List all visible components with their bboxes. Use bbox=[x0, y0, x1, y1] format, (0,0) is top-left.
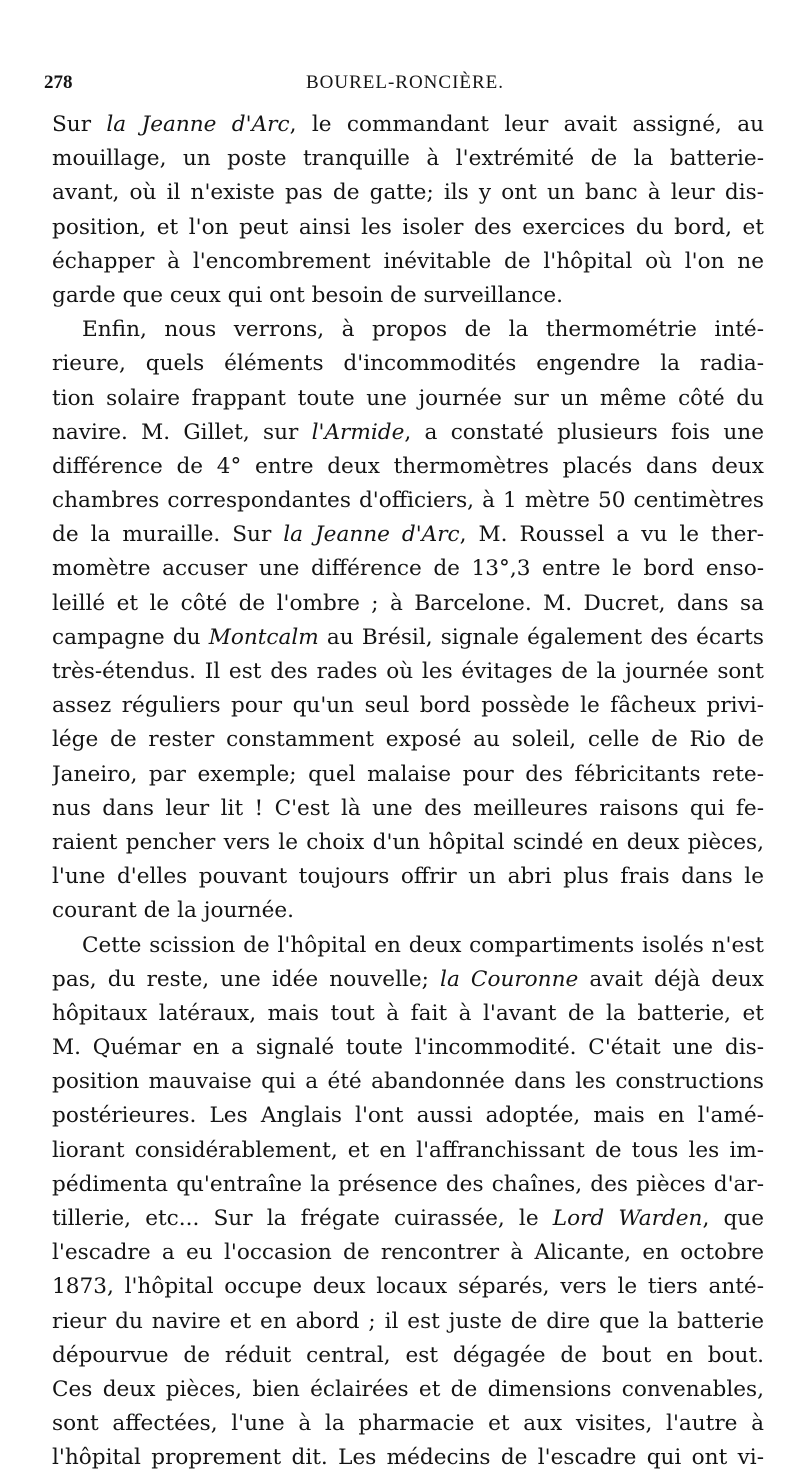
text-segment: navire. M. Gillet, sur bbox=[52, 419, 312, 445]
text-segment: avant, où il n'existe pas de gatte; ils y ont un banc à leur dis- bbox=[52, 180, 764, 206]
text-segment: Cette scission de l'hôpital en deux compartiments isolés n'est bbox=[82, 932, 764, 958]
text-segment: sont affectées, l'une à la pharmacie et aux visites, l'autre à bbox=[52, 1411, 764, 1437]
text-segment: tion solaire frappant toute une journée sur un même côté du bbox=[52, 385, 764, 411]
text-line bbox=[52, 894, 764, 928]
text-segment: courant de la journée. bbox=[52, 898, 295, 924]
text-line bbox=[52, 1339, 764, 1373]
text-segment: nus dans leur lit ! C'est là une des meilleures raisons qui fe- bbox=[52, 795, 764, 821]
text-segment: M. Quémar en a signalé toute l'incommodité. C'était une dis- bbox=[52, 1035, 764, 1061]
text-segment: momètre accuser une différence de 13°,3 entre le bord enso- bbox=[52, 556, 764, 582]
text-segment: Sur bbox=[52, 112, 107, 137]
text-segment: très-étendus. Il est des rades où les évitages de la journée sont bbox=[52, 659, 764, 684]
text-segment: rieur du navire et en abord ; il est juste de dire que la batterie bbox=[52, 1308, 764, 1334]
text-segment: de la muraille. Sur bbox=[52, 522, 284, 548]
text-segment: hôpitaux latéraux, mais tout à fait à l'avant de la batterie, et bbox=[52, 1000, 764, 1026]
text-segment: l'hôpital proprement dit. Les médecins de l'escadre qui ont vi- bbox=[52, 1445, 764, 1471]
text-segment: Ces deux pièces, bien éclairées et de dimensions convenables, bbox=[52, 1376, 764, 1402]
text-line bbox=[52, 963, 764, 997]
text-line bbox=[52, 245, 764, 279]
running-head: BOUREL-RONCIÈRE. bbox=[305, 72, 505, 93]
text-segment: au Brésil, signale également des écarts bbox=[318, 624, 764, 650]
text-line bbox=[52, 792, 764, 826]
text-segment: pas, du reste, une idée nouvelle; bbox=[52, 966, 441, 992]
text-segment: liorant considérablement, et en l'affranchissant de tous les im- bbox=[52, 1137, 764, 1163]
text-line bbox=[52, 416, 764, 450]
text-line bbox=[52, 1065, 764, 1099]
text-line bbox=[52, 176, 764, 210]
text-line bbox=[52, 1099, 764, 1133]
text-line bbox=[52, 142, 764, 176]
text-line bbox=[52, 1134, 764, 1168]
text-line bbox=[52, 860, 764, 894]
text-segment: échapper à l'encombrement inévitable de l'hôpital où l'on ne bbox=[52, 248, 764, 274]
text-segment: position, et l'on peut ainsi les isoler des exercices du bord, et bbox=[52, 214, 764, 240]
text-segment: , M. Roussel a vu le ther- bbox=[459, 522, 764, 548]
text-line bbox=[52, 723, 764, 757]
text-line bbox=[52, 279, 764, 313]
text-segment: assez réguliers pour qu'un seul bord possède le fâcheux privi- bbox=[52, 693, 764, 719]
text-line bbox=[52, 552, 764, 586]
text-line bbox=[52, 382, 764, 416]
text-segment: rieure, quels éléments d'incommodités engendre la radia- bbox=[52, 351, 764, 377]
text-line bbox=[52, 108, 764, 142]
text-line bbox=[52, 997, 764, 1031]
text-line bbox=[52, 758, 764, 792]
text-line bbox=[52, 1236, 764, 1270]
text-line bbox=[52, 313, 764, 347]
text-line bbox=[52, 1270, 764, 1304]
text-line bbox=[52, 450, 764, 484]
text-segment: , a constaté plusieurs fois une bbox=[404, 419, 764, 445]
text-line bbox=[52, 826, 764, 860]
text-line bbox=[52, 587, 764, 621]
text-line bbox=[52, 1168, 764, 1202]
text-segment: position mauvaise qui a été abandonnée dans les constructions bbox=[52, 1069, 764, 1095]
text-line bbox=[52, 1305, 764, 1339]
text-line bbox=[52, 347, 764, 381]
text-segment: tillerie, etc... Sur la frégate cuirassée, le bbox=[52, 1206, 553, 1231]
text-segment: mouillage, un poste tranquille à l'extrémité de la batterie- bbox=[52, 146, 764, 172]
text-line bbox=[52, 1031, 764, 1065]
italic-title: la Jeanne d'Arc bbox=[106, 112, 290, 137]
text-segment: Janeiro, par exemple; quel malaise pour des fébricitants rete- bbox=[52, 761, 764, 787]
text-line bbox=[52, 484, 764, 518]
body-text bbox=[52, 108, 764, 1476]
text-line bbox=[52, 655, 764, 689]
text-line bbox=[52, 518, 764, 552]
text-line bbox=[52, 211, 764, 245]
text-segment: l'escadre a eu l'occasion de rencontrer à Alicante, en octobre bbox=[52, 1240, 764, 1266]
italic-title: la Jeanne d'Arc bbox=[283, 522, 460, 548]
text-line bbox=[52, 621, 764, 655]
text-segment: dépourvue de réduit central, est dégagée de bout en bout. bbox=[52, 1342, 764, 1368]
text-segment: Enfin, nous verrons, à propos de la thermométrie inté- bbox=[82, 317, 764, 343]
text-line bbox=[52, 1441, 764, 1475]
text-segment: campagne du bbox=[52, 624, 209, 650]
italic-title: Montcalm bbox=[208, 624, 319, 650]
text-segment: 1873, l'hôpital occupe deux locaux séparés, vers le tiers anté- bbox=[52, 1274, 764, 1300]
page-number: 278 bbox=[44, 72, 73, 93]
text-segment: différence de 4° entre deux thermomètres placés dans deux bbox=[52, 453, 764, 479]
text-segment: garde que ceux qui ont besoin de surveillance. bbox=[52, 282, 563, 308]
text-segment: leillé et le côté de l'ombre ; à Barcelone. M. Ducret, dans sa bbox=[52, 590, 764, 616]
italic-title: Lord Warden bbox=[552, 1206, 703, 1231]
text-segment: , le commandant leur avait assigné, au bbox=[289, 112, 764, 137]
text-segment: postérieures. Les Anglais l'ont aussi adoptée, mais en l'amé- bbox=[52, 1103, 764, 1129]
text-segment: l'une d'elles pouvant toujours offrir un abri plus frais dans le bbox=[52, 864, 764, 890]
text-segment: avait déjà deux bbox=[578, 966, 764, 992]
text-line bbox=[52, 1373, 764, 1407]
text-line bbox=[52, 1407, 764, 1441]
page-header bbox=[44, 72, 766, 104]
italic-title: la Couronne bbox=[440, 966, 579, 992]
text-line bbox=[52, 689, 764, 723]
text-segment: pédimenta qu'entraîne la présence des chaînes, des pièces d'ar- bbox=[52, 1171, 764, 1197]
text-line bbox=[52, 929, 764, 963]
text-segment: raient pencher vers le choix d'un hôpital scindé en deux pièces, bbox=[52, 829, 764, 855]
text-line bbox=[52, 1202, 764, 1236]
text-segment: , que bbox=[702, 1206, 764, 1231]
text-segment: chambres correspondantes d'officiers, à 1 mètre 50 centimètres bbox=[52, 488, 764, 514]
text-segment: lége de rester constamment exposé au soleil, celle de Rio de bbox=[52, 727, 764, 753]
italic-title: l'Armide bbox=[311, 419, 405, 445]
